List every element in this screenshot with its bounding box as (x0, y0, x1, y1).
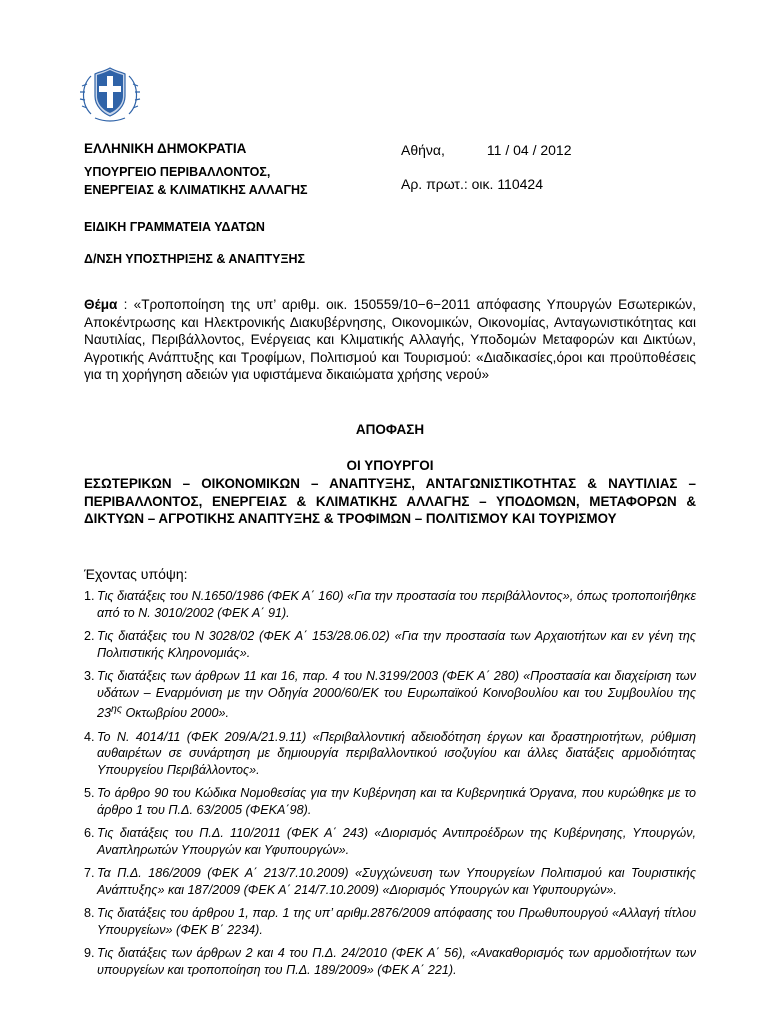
ministry-name-line1: ΥΠΟΥΡΓΕΙΟ ΠΕΡΙΒΑΛΛΟΝΤΟΣ, (84, 165, 271, 179)
list-item (84, 628, 696, 661)
item-text-part: Τις διατάξεις των άρθρων 11 και 16, παρ. 4 του Ν.3199/2003 (ΦΕΚ Α΄ 280) «Προστασία και διαχείριση των υδάτων – Εναρμόνιση με την Οδηγία 2000/60/ΕΚ του Ευρωπαϊκού Κοινοβουλίου και του Συμβουλίου της 23 (97, 669, 696, 721)
place: Αθήνα, (401, 142, 445, 158)
item-number: 9. (84, 946, 95, 961)
item-number: 2. (84, 629, 95, 643)
item-text-part: Οκτωβρίου 2000». (121, 706, 230, 721)
item-number: 1. (84, 589, 95, 603)
list-item (84, 865, 696, 898)
list-item (84, 729, 696, 779)
list-item (84, 945, 696, 978)
list-item (84, 825, 696, 858)
country-name: ΕΛΛΗΝΙΚΗ ΔΗΜΟΚΡΑΤΙΑ (84, 141, 247, 156)
item-text (97, 668, 696, 722)
item-text: Τις διατάξεις του Ν.1650/1986 (ΦΕΚ Α΄ 160) «Για την προστασία του περιβάλλοντος», όπως τροποποιήθηκε από το Ν. 3010/2002 (ΦΕΚ Α΄ 91). (97, 589, 696, 620)
subject-paragraph (84, 296, 696, 384)
ministry-name-line2: ΕΝΕΡΓΕΙΑΣ & ΚΛΙΜΑΤΙΚΗΣ ΑΛΛΑΓΗΣ (84, 183, 308, 197)
item-text: Το άρθρο 90 του Κώδικα Νομοθεσίας για την Κυβέρνηση και τα Κυβερνητικά Όργανα, που κυρώθηκε με το άρθρο 1 του Π.Δ. 63/2005 (ΦΕΚΑ΄98). (97, 786, 696, 817)
item-text: Τα Π.Δ. 186/2009 (ΦΕΚ Α΄ 213/7.10.2009) «Συγχώνευση των Υπουργείων Πολιτισμού και Τουριστικής Ανάπτυξης» και 187/2009 (ΦΕΚ Α΄ 214/7.10.2009) «Διορισμός Υπουργών και Υφυπουργών». (97, 866, 696, 897)
issuer-block (84, 141, 384, 267)
directorate-name: Δ/ΝΣΗ ΥΠΟΣΤΗΡΙΞΗΣ & ΑΝΑΠΤΥΞΗΣ (84, 252, 306, 266)
item-text: Το Ν. 4014/11 (ΦΕΚ 209/Α/21.9.11) «Περιβαλλοντική αδειοδότηση έργων και δραστηριοτήτων, ρύθμιση αυθαιρέτων σε συνάρτηση με δημιουργία περιβαλλοντικού ισοζυγίου και άλλες διατάξεις αρμοδιότητας Υπουργείου Περιβάλλοντος». (97, 729, 696, 777)
protocol-label: Αρ. πρωτ.: οικ. (401, 176, 494, 192)
protocol-line (401, 175, 701, 193)
date-protocol-block (401, 141, 701, 193)
item-number: 5. (84, 786, 95, 801)
greek-coat-of-arms-icon (77, 64, 143, 124)
subject-label: Θέμα (84, 297, 118, 312)
item-text: Τις διατάξεις των άρθρων 2 και 4 του Π.Δ. 24/2010 (ΦΕΚ Α΄ 56), «Ανακαθορισμός των αρμοδιοτήτων των υπουργείων και τροποποίηση του Π.Δ. 189/2009» (ΦΕΚ Α΄ 221). (97, 946, 696, 977)
item-number: 7. (84, 866, 95, 881)
decision-title: ΑΠΟΦΑΣΗ (355, 422, 425, 437)
considering-heading: Έχοντας υπόψη: (84, 566, 188, 582)
list-item (84, 588, 696, 621)
subject-text: : «Τροποποίηση της υπ’ αριθμ. οικ. 150559/10−6−2011 απόφασης Υπουργών Εσωτερικών, Αποκέντρωσης και Ηλεκτρονικής Διακυβέρνησης, Οικονομικών, Οικονομίας, Ανταγωνιστικότητας και Ναυτιλίας, Περιβάλλοντος, Ενέργειας και Κλιματικής Αλλαγής, Υποδομών Μεταφορών και Δικτύων, Αγροτικής Ανάπτυξης και Τροφίμων, Πολιτισμού και Τουρισμού: «Διαδικασίες,όροι και προϋποθέσεις για τη χορήγηση αδειών για υφιστάμενα δικαιώματα χρήσης νερού» (84, 297, 696, 382)
ministers-title: ΟΙ ΥΠΟΥΡΓΟΙ (346, 458, 434, 473)
item-number: 8. (84, 906, 95, 921)
item-number: 3. (84, 669, 95, 683)
item-number: 4. (84, 729, 95, 744)
ordinal-suffix: ης (111, 703, 122, 715)
list-item (84, 905, 696, 938)
ministers-list: ΕΣΩΤΕΡΙΚΩΝ – ΟΙΚΟΝΟΜΙΚΩΝ – ΑΝΑΠΤΥΞΗΣ, ΑΝΤΑΓΩΝΙΣΤΙΚΟΤΗΤΑΣ & ΝΑΥΤΙΛΙΑΣ – ΠΕΡΙΒΑΛΛΟΝΤΟΣ, ΕΝΕΡΓΕΙΑΣ & ΚΛΙΜΑΤΙΚΗΣ ΑΛΛΑΓΗΣ – ΥΠΟΔΟΜΩΝ, ΜΕΤΑΦΟΡΩΝ & ΔΙΚΤΥΩΝ – ΑΓΡΟΤΙΚΗΣ ΑΝΑΠΤΥΞΗΣ & ΤΡΟΦΙΜΩΝ – ΠΟΛΙΤΙΣΜΟΥ ΚΑΙ ΤΟΥΡΙΣΜΟΥ (84, 476, 696, 526)
secretariat-name: ΕΙΔΙΚΗ ΓΡΑΜΜΑΤΕΙΑ ΥΔΑΤΩΝ (84, 220, 265, 234)
list-item (84, 668, 696, 722)
protocol-number: 110424 (497, 176, 543, 192)
item-text: Τις διατάξεις του Π.Δ. 110/2011 (ΦΕΚ Α΄ 243) «Διορισμός Αντιπροέδρων της Κυβέρνησης, Υπουργών, Αναπληρωτών Υπουργών και Υφυπουργών». (97, 826, 696, 857)
item-text: Τις διατάξεις του Ν 3028/02 (ΦΕΚ Α΄ 153/28.06.02) «Για την προστασία των Αρχαιοτήτων και εν γένη της Πολιτιστικής Κληρονομιάς». (97, 629, 696, 660)
list-item (84, 785, 696, 818)
document-date: 11 / 04 / 2012 (486, 142, 572, 158)
considerations-list (84, 588, 696, 985)
item-number: 6. (84, 826, 95, 841)
place-date-line (401, 141, 701, 159)
item-text: Τις διατάξεις του άρθρου 1, παρ. 1 της υπ’ αριθμ.2876/2009 απόφασης του Πρωθυπουργού «Αλλαγή τίτλου Υπουργείων» (ΦΕΚ Β΄ 2234). (97, 906, 696, 937)
